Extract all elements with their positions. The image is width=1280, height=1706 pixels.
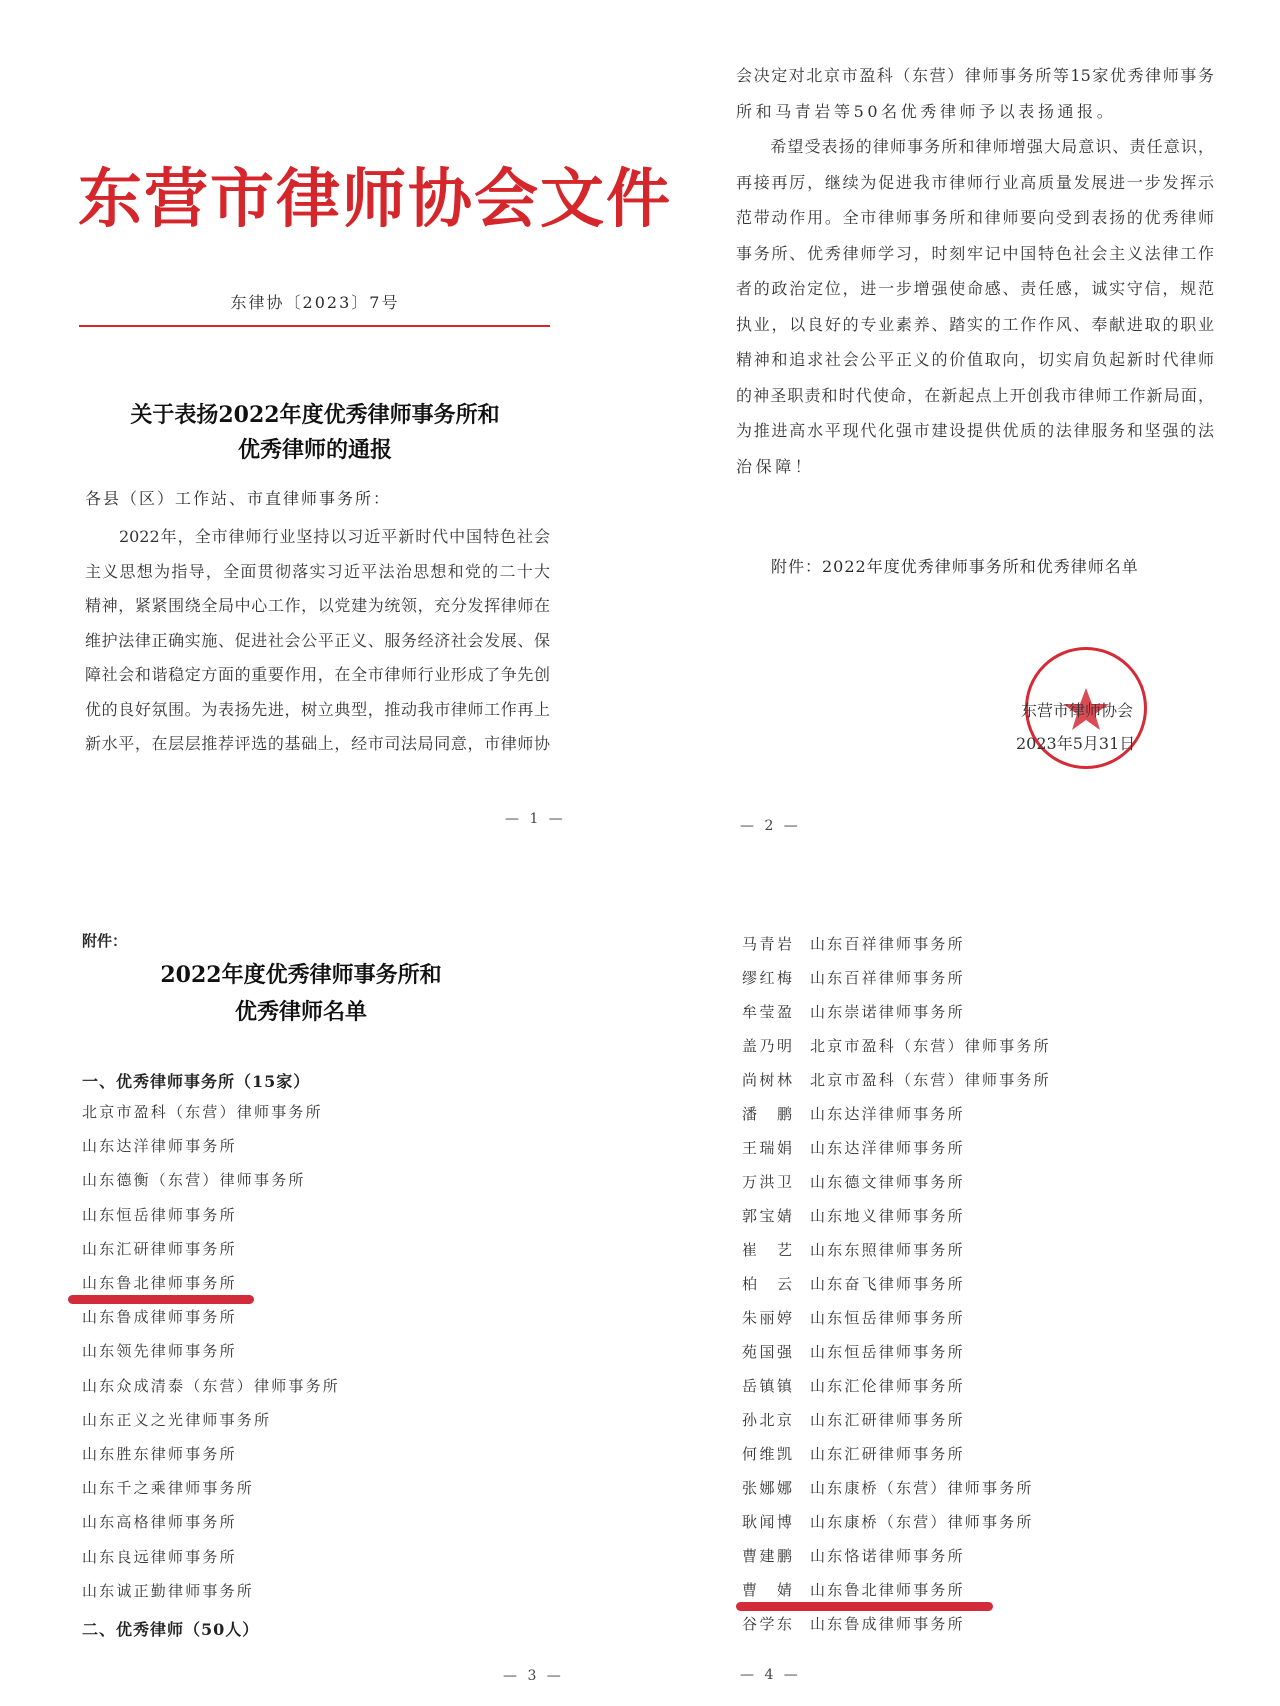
lawyer-name: 曹婧 <box>742 1581 792 1599</box>
lawyer-firm: 山东汇研律师事务所 <box>810 1411 965 1429</box>
lawyer-firm: 山东鲁北律师事务所 <box>810 1581 965 1599</box>
notice-title-line-1: 关于表扬2022年度优秀律师事务所和 <box>130 402 500 428</box>
document-header-title: 东营市律师协会文件 <box>78 162 672 237</box>
lawyer-name: 牟莹盈 <box>742 1003 792 1021</box>
firm-list-item: 山东众成清泰（东营）律师事务所 <box>82 1377 341 1395</box>
lawyer-name: 崔艺 <box>742 1241 792 1259</box>
signature-date: 2023年5月31日 <box>1016 734 1136 753</box>
lawyer-firm: 山东德文律师事务所 <box>810 1173 965 1191</box>
notice-title-line-2: 优秀律师的通报 <box>237 437 392 463</box>
lawyer-firm: 山东汇伦律师事务所 <box>810 1377 965 1395</box>
body-line: 所和马青岩等50名优秀律师予以表扬通报。 <box>736 101 1117 121</box>
lawyer-firm: 山东恒岳律师事务所 <box>810 1309 965 1327</box>
attachment-label: 附件： <box>82 932 128 950</box>
section-heading-lawyers: 二、优秀律师（50人） <box>82 1620 260 1639</box>
lawyer-firm: 山东康桥（东营）律师事务所 <box>810 1513 1034 1531</box>
lawyer-name: 朱丽婷 <box>742 1309 792 1327</box>
page-number-2: — 2 — <box>740 818 801 834</box>
body-line: 维护法律正确实施、促进社会公平正义、服务经济社会发展、保 <box>85 630 550 650</box>
body-line: 希望受表扬的律师事务所和律师增强大局意识、责任意识， <box>736 137 1214 156</box>
red-highlight-stroke <box>736 1602 993 1611</box>
document-number: 东律协〔2023〕7号 <box>230 293 400 312</box>
firm-list-item: 山东正义之光律师事务所 <box>82 1411 272 1429</box>
lawyer-name: 尚树林 <box>742 1071 792 1089</box>
body-line: 会决定对北京市盈科（东营）律师事务所等15家优秀律师事务 <box>736 66 1214 85</box>
body-line: 为推进高水平现代化强市建设提供优质的法律服务和坚强的法 <box>736 421 1214 440</box>
body-line: 新水平，在层层推荐评选的基础上，经市司法局同意，市律师协 <box>85 734 550 753</box>
body-line: 精神和追求社会公平正义的价值取向，切实肩负起新时代律师 <box>736 350 1214 369</box>
body-line: 范带动作用。全市律师事务所和律师要向受到表扬的优秀律师 <box>736 208 1214 227</box>
red-divider <box>79 325 550 327</box>
lawyer-firm: 山东达洋律师事务所 <box>810 1105 965 1123</box>
page-number-4: — 4 — <box>740 1667 801 1683</box>
lawyer-name: 盖乃明 <box>742 1037 792 1055</box>
body-line: 者的政治定位，进一步增强使命感、责任感，诚实守信，规范 <box>736 279 1214 298</box>
lawyer-name: 谷学东 <box>742 1615 792 1633</box>
lawyer-firm: 北京市盈科（东营）律师事务所 <box>810 1071 1051 1089</box>
lawyer-firm: 山东达洋律师事务所 <box>810 1139 965 1157</box>
body-line: 再接再厉，继续为促进我市律师行业高质量发展进一步发挥示 <box>736 172 1214 192</box>
lawyer-firm: 北京市盈科（东营）律师事务所 <box>810 1037 1051 1055</box>
lawyer-name: 岳镇镇 <box>742 1377 792 1395</box>
lawyer-name: 何维凯 <box>742 1445 792 1463</box>
firm-list-item: 山东汇研律师事务所 <box>82 1240 237 1258</box>
page-number-1: — 1 — <box>505 811 566 827</box>
body-line: 事务所、优秀律师学习，时刻牢记中国特色社会主义法律工作 <box>736 243 1214 263</box>
lawyer-name: 耿闻博 <box>742 1513 792 1531</box>
list-title-line-1: 2022年度优秀律师事务所和 <box>160 962 442 988</box>
lawyer-name: 马青岩 <box>742 935 792 953</box>
firm-list-item: 山东胜东律师事务所 <box>82 1445 237 1463</box>
lawyer-name: 缪红梅 <box>742 969 792 987</box>
body-line: 障社会和谐稳定方面的重要作用，在全市律师行业形成了争先创 <box>85 665 550 684</box>
lawyer-name: 潘鹏 <box>742 1105 792 1123</box>
lawyer-firm: 山东地义律师事务所 <box>810 1207 965 1225</box>
lawyer-name: 万洪卫 <box>742 1173 792 1191</box>
firm-list-item: 山东恒岳律师事务所 <box>82 1206 237 1224</box>
lawyer-name: 郭宝婧 <box>742 1207 792 1225</box>
section-heading-firms: 一、优秀律师事务所（15家） <box>82 1072 311 1091</box>
list-title-line-2: 优秀律师名单 <box>234 999 367 1025</box>
firm-list-item: 山东诚正勤律师事务所 <box>82 1582 255 1600</box>
body-line: 精神，紧紧围绕全局中心工作，以党建为统领，充分发挥律师在 <box>85 596 550 615</box>
page-number-3: — 3 — <box>503 1668 564 1684</box>
lawyer-name: 张娜娜 <box>742 1479 792 1497</box>
body-line: 优的良好氛围。为表扬先进，树立典型，推动我市律师工作再上 <box>85 699 550 719</box>
lawyer-name: 曹建鹏 <box>742 1547 792 1565</box>
lawyer-firm: 山东恒岳律师事务所 <box>810 1343 965 1361</box>
firm-list-item: 山东鲁北律师事务所 <box>82 1274 237 1292</box>
body-line: 执业，以良好的专业素养、踏实的工作作风、奉献进取的职业 <box>736 314 1214 334</box>
lawyer-firm: 山东奋飞律师事务所 <box>810 1275 965 1293</box>
firm-list-item: 山东高格律师事务所 <box>82 1513 237 1531</box>
firm-list-item: 山东千之乘律师事务所 <box>82 1479 255 1497</box>
lawyer-name: 苑国强 <box>742 1343 792 1361</box>
body-line: 主义思想为指导，全面贯彻落实习近平法治思想和党的二十大 <box>85 561 550 581</box>
lawyer-firm: 山东百祥律师事务所 <box>810 969 965 987</box>
firm-list-item: 山东良远律师事务所 <box>82 1548 237 1566</box>
lawyer-name: 王瑞娟 <box>742 1139 792 1157</box>
lawyer-firm: 山东东照律师事务所 <box>810 1241 965 1259</box>
lawyer-firm: 山东鲁成律师事务所 <box>810 1615 965 1633</box>
red-highlight-stroke <box>68 1295 254 1304</box>
lawyer-firm: 山东汇研律师事务所 <box>810 1445 965 1463</box>
lawyer-firm: 山东恪诺律师事务所 <box>810 1547 965 1565</box>
body-line: 的神圣职责和时代使命，在新起点上开创我市律师工作新局面， <box>736 385 1214 405</box>
lawyer-firm: 山东康桥（东营）律师事务所 <box>810 1479 1034 1497</box>
body-line: 2022年，全市律师行业坚持以习近平新时代中国特色社会 <box>85 527 550 546</box>
firm-list-item: 山东领先律师事务所 <box>82 1342 237 1360</box>
firm-list-item: 山东达洋律师事务所 <box>82 1137 237 1155</box>
lawyer-firm: 山东百祥律师事务所 <box>810 935 965 953</box>
lawyer-name: 孙北京 <box>742 1411 792 1429</box>
salutation: 各县（区）工作站、市直律师事务所： <box>85 489 392 508</box>
body-line: 治保障！ <box>736 456 815 476</box>
firm-list-item: 山东德衡（东营）律师事务所 <box>82 1171 306 1189</box>
signature-organization: 东营市律师协会 <box>1021 701 1134 720</box>
attachment-note: 附件：2022年度优秀律师事务所和优秀律师名单 <box>771 557 1139 576</box>
firm-list-item: 北京市盈科（东营）律师事务所 <box>82 1103 323 1121</box>
firm-list-item: 山东鲁成律师事务所 <box>82 1308 237 1326</box>
lawyer-firm: 山东崇诺律师事务所 <box>810 1003 965 1021</box>
lawyer-name: 柏云 <box>742 1275 792 1293</box>
